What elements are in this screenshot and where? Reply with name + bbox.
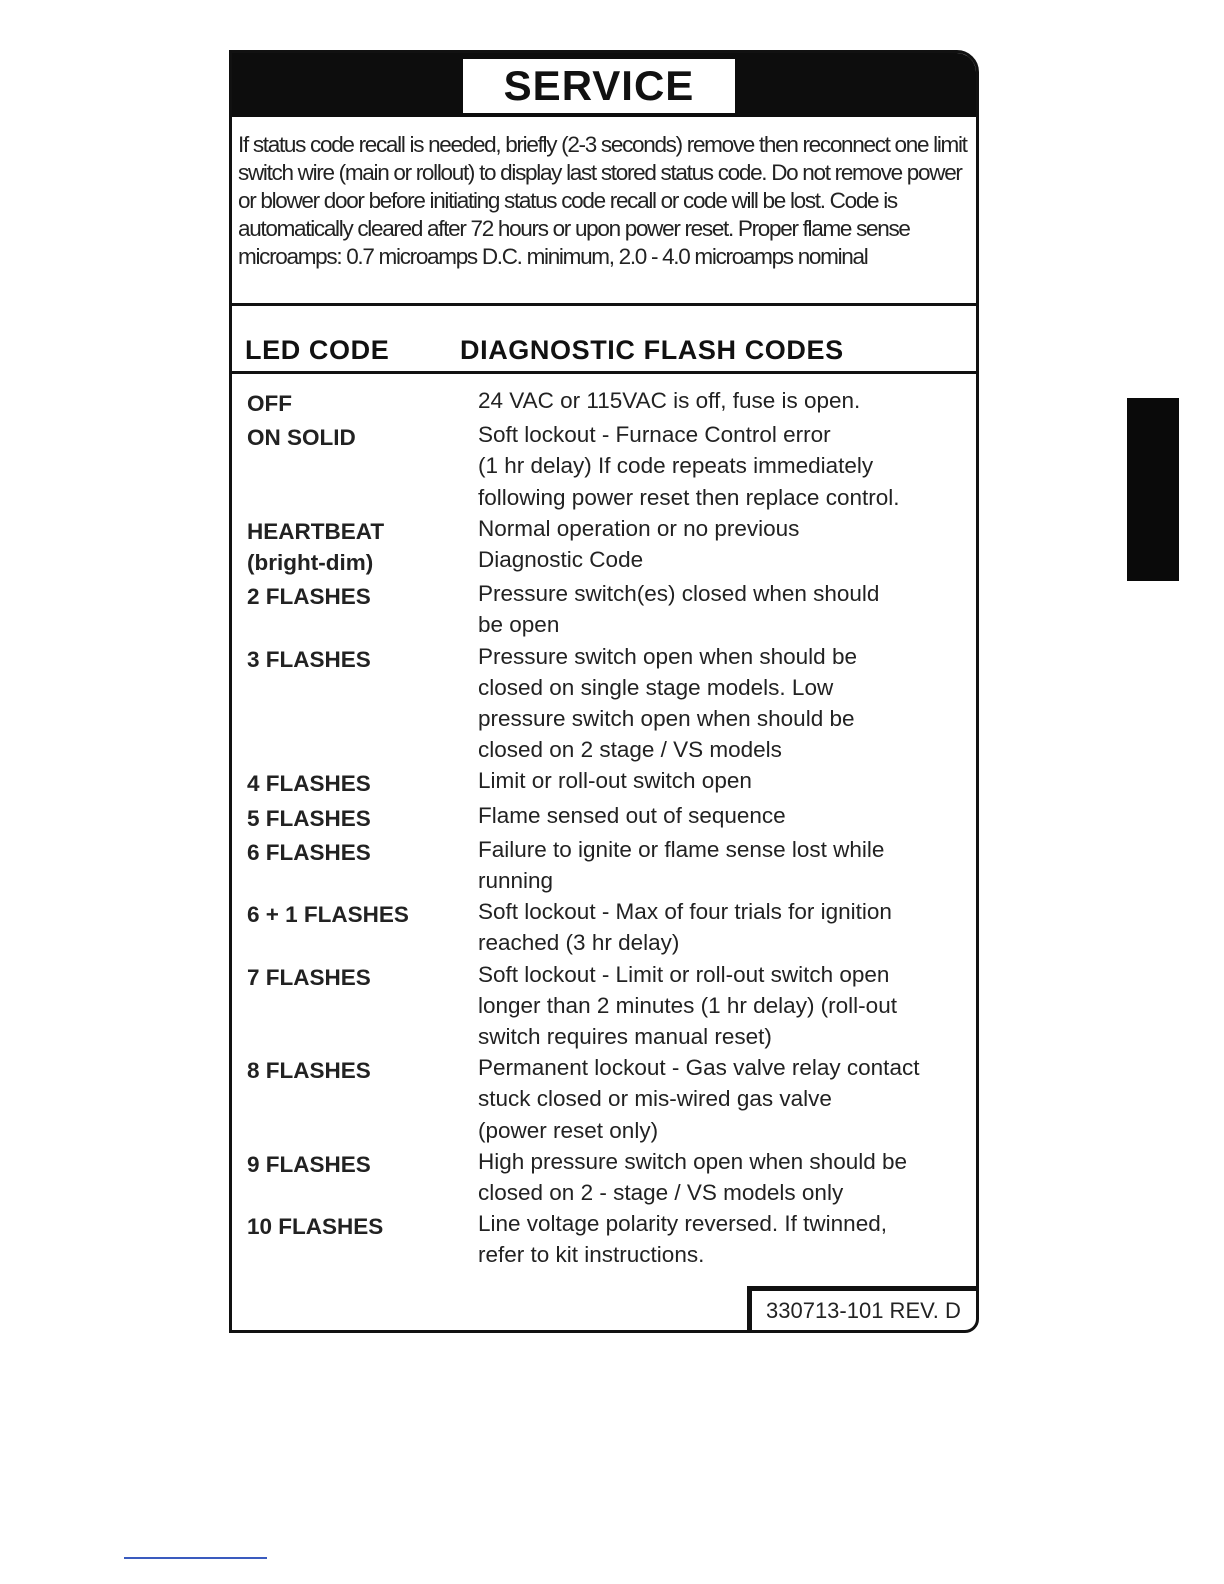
table-row [232,385,976,419]
page-edge-tab [1127,398,1179,581]
led-code: ON SOLID [247,425,356,451]
table-row [232,834,976,896]
led-code: 2 FLASHES [247,584,371,610]
diagnostic-header: DIAGNOSTIC FLASH CODES [460,335,844,365]
led-code: 8 FLASHES [247,1058,371,1084]
service-label [229,50,979,1333]
table-row [232,959,976,1053]
label-title: SERVICE [463,59,735,113]
code-description: Flame sensed out of sequence [478,802,786,828]
code-description: Soft lockout - Furnace Control error (1 hr delay) If code repeats immediately following power reset then replace control. [478,422,900,510]
table-row [232,578,976,640]
code-description: Pressure switch(es) closed when should be open [478,581,880,638]
table-row [232,1146,976,1208]
led-code-header: LED CODE [245,335,390,365]
divider [232,303,976,306]
code-description: Line voltage polarity reversed. If twinned, refer to kit instructions. [478,1211,887,1268]
led-code: 4 FLASHES [247,771,371,797]
led-code: 3 FLASHES [247,646,371,672]
led-code: 10 FLASHES [247,1214,384,1240]
table-row [232,765,976,799]
code-description: Limit or roll-out switch open [478,768,752,794]
code-description: Pressure switch open when should be closed on single stage models. Low pressure switch open when should be closed on 2 stage / VS models [478,643,857,763]
code-description: Normal operation or no previous Diagnostic Code [478,515,800,573]
part-number: 330713-101 REV. D [747,1286,979,1333]
code-description: Soft lockout - Limit or roll-out switch open longer than 2 minutes (1 hr delay) (roll-out switch requires manual reset) [478,961,897,1050]
flash-code-table [232,385,976,1271]
code-description: Failure to ignite or flame sense lost while running [478,836,885,894]
led-code: 7 FLASHES [247,964,371,990]
code-description: 24 VAC or 115VAC is off, fuse is open. [478,388,861,413]
table-row [232,800,976,834]
table-row [232,1052,976,1146]
led-code: 9 FLASHES [247,1151,371,1177]
table-row [232,896,976,958]
led-code: HEARTBEAT (bright-dim) [247,518,385,576]
footer-rule [124,1557,267,1559]
table-row [232,513,976,578]
led-code: 5 FLASHES [247,805,371,831]
code-description: High pressure switch open when should be closed on 2 - stage / VS models only [478,1148,908,1206]
table-row [232,419,976,513]
table-row [232,641,976,766]
led-code: 6 + 1 FLASHES [247,902,409,928]
divider [232,371,976,374]
led-code: 6 FLASHES [247,839,371,865]
led-code: OFF [247,391,292,416]
title-banner [232,53,976,117]
code-description: Soft lockout - Max of four trials for ignition reached (3 hr delay) [478,899,892,956]
status-recall-instructions: If status code recall is needed, briefly (2-3 seconds) remove then reconnect one limit switch wire (main or rollout) to display last stored status code. Do not remove power or blower door before initiating status code recall or code will be lost. Code is automatically cleared after 72 hours or upon power reset. Proper flame sense microamps: 0.7 microamps D.C. minimum, 2.0 - 4.0 microamps nominal [238,132,967,269]
code-description: Permanent lockout - Gas valve relay contact stuck closed or mis-wired gas valve (power reset only) [478,1055,920,1143]
table-row [232,1208,976,1270]
